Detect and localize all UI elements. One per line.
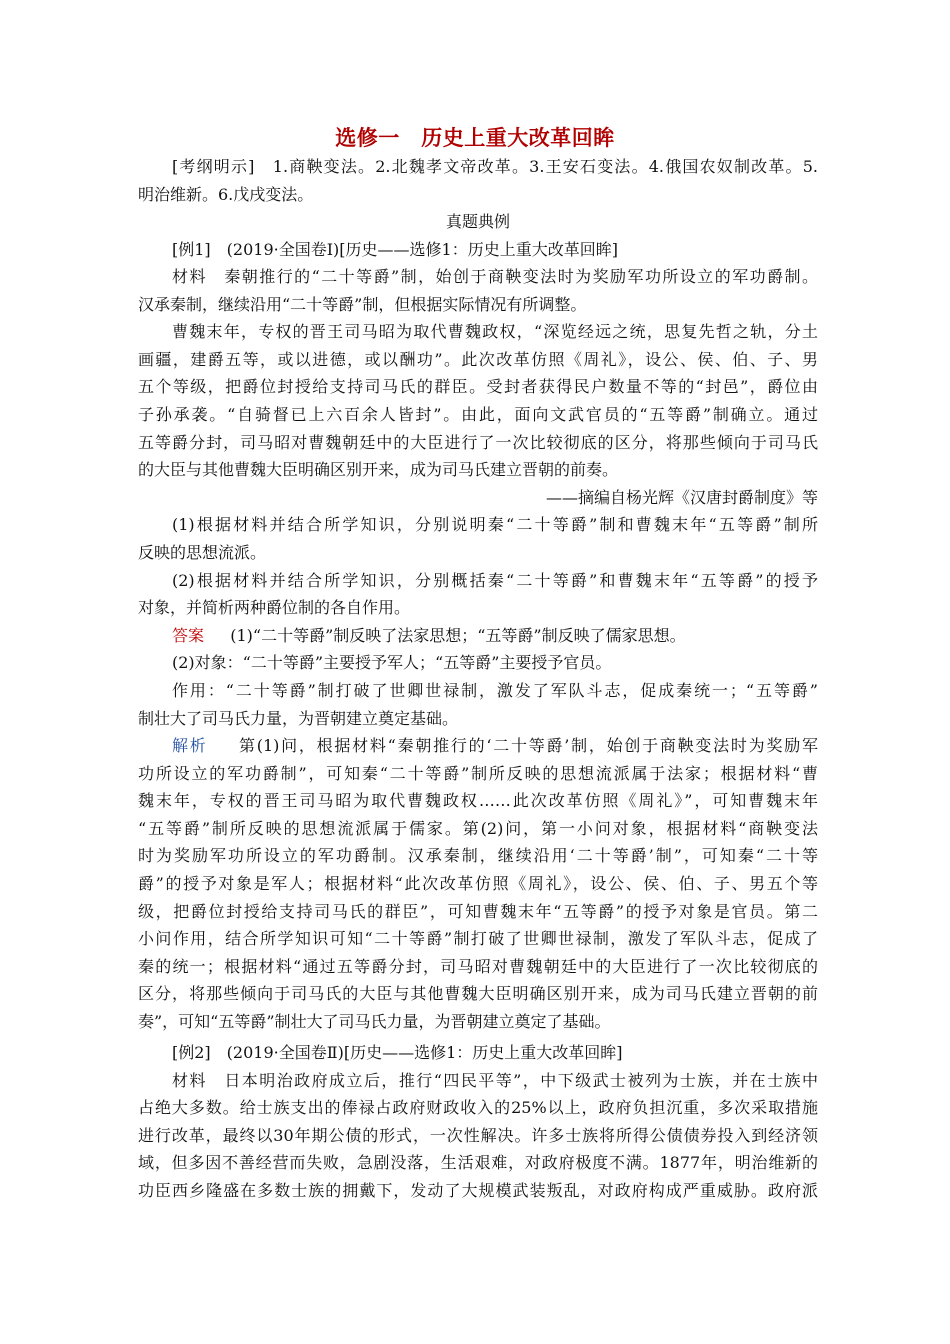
material-line: 域，但多因不善经营而失败，急剧没落，生活艰难，对政府极度不满。1877年，明治维新的	[138, 1153, 818, 1173]
material-line: 子孙承袭。“自骑督已上六百余人皆封”。由此，面向文武官员的“五等爵”制确立。通过	[138, 404, 818, 424]
material-line: 五个等级，把爵位封授给支持司马氏的群臣。受封者获得民户数量不等的“封邑”，爵位由	[138, 377, 818, 397]
outline-line: [考纲明示] 1.商鞅变法。2.北魏孝文帝改革。3.王安石变法。4.俄国农奴制改革。5.	[172, 157, 818, 176]
analysis-label: 解析	[172, 736, 208, 756]
answer-line: 制壮大了司马氏力量，为晋朝建立奠定基础。	[138, 708, 459, 728]
answer-line	[138, 622, 818, 650]
material-line: 的大臣与其他曹魏大臣明确区别开来，成为司马氏建立晋朝的前奏。	[138, 460, 619, 480]
question-line: 对象，并简析两种爵位制的各自作用。	[138, 598, 411, 618]
example1-header: [例1] (2019·全国卷Ⅰ)[历史——选修1：历史上重大改革回眸]	[172, 239, 618, 259]
analysis-line: 奏”，可知“五等爵”制壮大了司马氏力量，为晋朝建立奠定了基础。	[138, 1012, 611, 1032]
material-line: 五等爵分封，司马昭对曹魏朝廷中的大臣进行了一次比较彻底的区分，将那些倾向于司马氏	[138, 432, 818, 452]
answer-text: (1)“二十等爵”制反映了法家思想；“五等爵”制反映了儒家思想。	[230, 625, 686, 645]
answer-label: 答案	[172, 625, 205, 645]
analysis-line: 时为奖励军功所设立的军功爵制。汉承秦制，继续沿用‘二十等爵’制”，可知秦“二十等	[138, 846, 818, 866]
analysis-line: 魏末年，专权的晋王司马昭为取代曹魏政权……此次改革仿照《周礼》”，可知曹魏末年	[138, 791, 818, 811]
question-line: (2)根据材料并结合所学知识，分别概括秦“二十等爵”和曹魏末年“五等爵”的授予	[172, 570, 818, 590]
section-heading: 真题典例	[445, 212, 510, 232]
analysis-line	[138, 732, 818, 760]
material-line: 进行改革，最终以30年期公债的形式，一次性解决。许多士族将所得公债债券投入到经济领	[138, 1125, 818, 1145]
outline-line: 明治维新。6.戊戌变法。	[138, 184, 314, 204]
material-line: 汉承秦制，继续沿用“二十等爵”制，但根据实际情况有所调整。	[138, 294, 587, 314]
material-line: 占绝大多数。给士族支出的俸禄占政府财政收入的25%以上，政府负担沉重，多次采取措施	[138, 1098, 818, 1118]
analysis-line: 级，把爵位封授给支持司马氏的群臣”，可知曹魏末年“五等爵”的授予对象是官员。第二	[138, 901, 818, 921]
material-source: ——摘编自杨光辉《汉唐封爵制度》等	[545, 487, 818, 507]
answer-line: 作用：“二十等爵”制打破了世卿世禄制，激发了军队斗志，促成秦统一；“五等爵”	[172, 680, 818, 700]
analysis-line: “五等爵”制所反映的思想流派属于儒家。第(2)问，第一小问对象，根据材料“商鞅变法	[138, 818, 818, 838]
material-line: 材料 秦朝推行的“二十等爵”制，始创于商鞅变法时为奖励军功所设立的军功爵制。	[172, 267, 818, 286]
answer-line: (2)对象：“二十等爵”主要授予军人；“五等爵”主要授予官员。	[172, 653, 612, 673]
question-line: (1)根据材料并结合所学知识，分别说明秦“二十等爵”制和曹魏末年“五等爵”制所	[172, 515, 818, 535]
material-line: 材料 日本明治政府成立后，推行“四民平等”，中下级武士被列为士族，并在士族中	[172, 1070, 818, 1090]
analysis-line: 小问作用，结合所学知识可知“二十等爵”制打破了世卿世禄制，激发了军队斗志，促成了	[138, 929, 818, 949]
analysis-text: 第(1)问，根据材料“秦朝推行的‘二十等爵’制，始创于商鞅变法时为奖励军	[238, 736, 818, 756]
question-line: 反映的思想流派。	[138, 542, 267, 562]
material-line: 功臣西乡隆盛在多数士族的拥戴下，发动了大规模武装叛乱，对政府构成严重威胁。政府派	[138, 1180, 818, 1200]
material-line: 曹魏末年，专权的晋王司马昭为取代曹魏政权，“深览经远之统，思复先哲之轨，分土	[172, 322, 818, 342]
example2-header: [例2] (2019·全国卷Ⅱ)[历史——选修1：历史上重大改革回眸]	[172, 1043, 623, 1062]
outline-block	[138, 153, 818, 263]
analysis-line: 秦的统一；根据材料“通过五等爵分封，司马昭对曹魏朝廷中的大臣进行了一次比较彻底的	[138, 956, 818, 976]
example2-block	[138, 1039, 818, 1205]
analysis-line: 区分，将那些倾向于司马氏的大臣与其他曹魏大臣明确区别开来，成为司马氏建立晋朝的前	[138, 984, 818, 1004]
page-title: 选修一 历史上重大改革回眸	[335, 126, 615, 150]
material-line: 画疆，建爵五等，或以进德，或以酬功”。此次改革仿照《周礼》，设公、侯、伯、子、男	[138, 349, 818, 369]
analysis-line: 功所设立的军功爵制”，可知秦“二十等爵”制所反映的思想流派属于法家；根据材料“曹	[138, 763, 818, 783]
analysis-line: 爵”的授予对象是军人；根据材料“此次改革仿照《周礼》，设公、侯、伯、子、男五个等	[138, 874, 818, 894]
example1-material	[138, 263, 818, 1036]
